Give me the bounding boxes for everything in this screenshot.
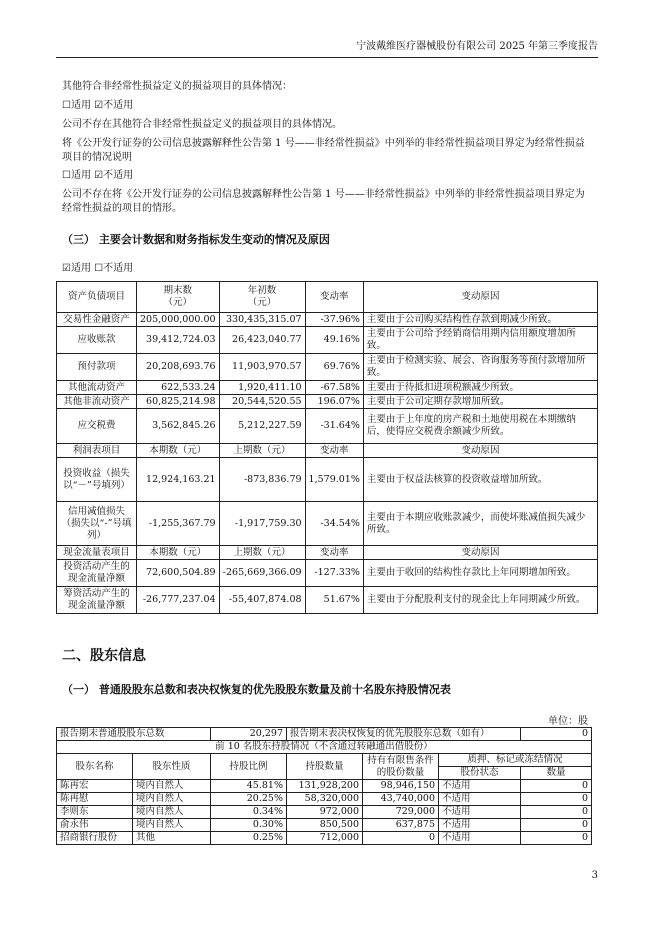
cell: 72,600,504.89 <box>137 560 220 587</box>
cell: 0 <box>521 832 592 845</box>
cell: 3,562,845.26 <box>137 409 220 444</box>
cell: 0 <box>521 793 592 806</box>
cell: 李则东 <box>57 806 133 819</box>
table-row <box>57 458 598 502</box>
cell: 205,000,000.00 <box>137 313 220 327</box>
table-row <box>57 381 598 395</box>
col-name: 股东名称 <box>57 754 133 780</box>
col-status: 股份状态 <box>439 767 521 780</box>
cell: 39,412,724.03 <box>137 327 220 354</box>
cell: 51.67% <box>305 587 363 614</box>
cell: 0 <box>521 806 592 819</box>
col-restricted: 持有有限售条件的股份数量 <box>363 754 439 780</box>
cell: 变动原因 <box>363 546 597 560</box>
cell: -127.33% <box>305 560 363 587</box>
applicable-option-2: ☐适用 ☑不适用 <box>62 170 134 181</box>
cell: -1,917,759.30 <box>219 502 305 546</box>
cell: 本期数（元） <box>137 444 220 458</box>
cell: 不适用 <box>439 832 521 845</box>
applicable-option-1: ☐适用 ☑不适用 <box>62 100 134 111</box>
cell: 69.76% <box>305 354 363 381</box>
cell: 1,920,411.10 <box>219 381 305 395</box>
header-end: 期末数 （元） <box>137 282 220 313</box>
table-subheader <box>57 444 598 458</box>
header-begin: 年初数 （元） <box>219 282 305 313</box>
table-row <box>57 780 592 793</box>
cell: 其他流动资产 <box>57 381 137 395</box>
cell: 330,435,315.07 <box>219 313 305 327</box>
cell: 上期数（元） <box>219 546 305 560</box>
cell: 43,740,000 <box>363 793 439 806</box>
cell: -67.58% <box>305 381 363 395</box>
table-row <box>57 587 598 614</box>
cell: -31.64% <box>305 409 363 444</box>
table-row <box>57 832 592 845</box>
cell: 712,000 <box>287 832 363 845</box>
cell: 45.81% <box>211 780 287 793</box>
col-qty: 持股数量 <box>287 754 363 780</box>
header-item: 资产负债项目 <box>57 282 137 313</box>
cell: 境内自然人 <box>133 793 211 806</box>
cell: 招商银行股份 <box>57 832 133 845</box>
cell: 637,875 <box>363 819 439 832</box>
cell: 58,320,000 <box>287 793 363 806</box>
cell: 上期数（元） <box>219 444 305 458</box>
cell: 主要由于权益法核算的投资收益增加所致。 <box>363 458 597 502</box>
cell: 变动率 <box>305 444 363 458</box>
total-label: 报告期末普通股股东总数 <box>57 728 211 741</box>
cell: 本期数（元） <box>137 546 220 560</box>
cell: 主要由于本期应收账款减少，而使坏账减值损失减少所致。 <box>363 502 597 546</box>
reclassification-text: 将《公开发行证券的公司信息披露解释性公告第 1 号——非经常性损益》中列举的非经常性损益项目界定为经常性损益项目的情况说明 <box>62 138 585 163</box>
cell: 主要由于待抵扣进项税额减少所致。 <box>363 381 597 395</box>
shareholders-table <box>56 727 592 845</box>
col-ratio: 持股比例 <box>211 754 287 780</box>
cell: 主要由于上年度的房产税和土地使用税在本期缴纳后，使得应交税费余额减少所致。 <box>363 409 597 444</box>
cell: 现金流量表项目 <box>57 546 137 560</box>
other-items-statement: 公司不存在其他符合非经常性损益定义的损益项目的具体情况。 <box>62 119 342 130</box>
cell: 投资收益（损失以“－”号填列） <box>57 458 137 502</box>
cell: -265,669,366.09 <box>219 560 305 587</box>
cell: 不适用 <box>439 819 521 832</box>
cell: -37.96% <box>305 313 363 327</box>
section3-title: （三） 主要会计数据和财务指标发生变动的情况及原因 <box>62 233 330 246</box>
cell: 196.07% <box>305 395 363 409</box>
cell: 0.34% <box>211 806 287 819</box>
cell: 陈再慰 <box>57 793 133 806</box>
header-reason: 变动原因 <box>363 282 597 313</box>
table-row <box>57 409 598 444</box>
unit-label: 单位：股 <box>548 716 588 727</box>
cell: 5,212,227.59 <box>219 409 305 444</box>
cell: 利润表项目 <box>57 444 137 458</box>
cell: 主要由于公司定期存款增加所致。 <box>363 395 597 409</box>
col-amount: 数量 <box>521 767 592 780</box>
cell: 20,544,520.55 <box>219 395 305 409</box>
cell: 变动率 <box>305 546 363 560</box>
cell: 60,825,214.98 <box>137 395 220 409</box>
cell: 0.30% <box>211 819 287 832</box>
cell: 49.16% <box>305 327 363 354</box>
cell: 境内自然人 <box>133 806 211 819</box>
cell: -873,836.79 <box>219 458 305 502</box>
shareholder-section-title: 二、股东信息 <box>62 648 146 664</box>
table-subheader <box>57 546 598 560</box>
cell: -34.54% <box>305 502 363 546</box>
cell: 变动原因 <box>363 444 597 458</box>
summary-row <box>57 728 592 741</box>
cell: 不适用 <box>439 806 521 819</box>
cell: 境内自然人 <box>133 780 211 793</box>
cell: 11,903,970.57 <box>219 354 305 381</box>
cell: 投资活动产生的现金流量净额 <box>57 560 137 587</box>
cell: 应收账款 <box>57 327 137 354</box>
cell: 其他 <box>133 832 211 845</box>
cell: -1,255,367.79 <box>137 502 220 546</box>
table-row <box>57 502 598 546</box>
table-row <box>57 395 598 409</box>
page-header: 宁波戴维医疗器械股份有限公司 2025 年第三季度报告 <box>56 40 598 58</box>
table-row <box>57 819 592 832</box>
cell: 境内自然人 <box>133 819 211 832</box>
top10-title: 前 10 名股东持股情况（不含通过转融通出借股份） <box>57 741 592 754</box>
cell: -55,407,874.08 <box>219 587 305 614</box>
section3-applicable-option: ☑适用 ☐不适用 <box>62 263 134 274</box>
header-rate: 变动率 <box>305 282 363 313</box>
table-row <box>57 327 598 354</box>
financial-changes-table <box>56 281 598 614</box>
cell: 972,000 <box>287 806 363 819</box>
cell: 俞永伟 <box>57 819 133 832</box>
cell: 20.25% <box>211 793 287 806</box>
table-row <box>57 560 598 587</box>
cell: 主要由于检测实验、展会、咨询服务等预付款增加所致。 <box>363 354 597 381</box>
cell: 26,423,040.77 <box>219 327 305 354</box>
cell: 850,500 <box>287 819 363 832</box>
cell: 主要由于分配股利支付的现金比上年同期减少所致。 <box>363 587 597 614</box>
cell: 主要由于公司给予经销商信用期内信用额度增加所致。 <box>363 327 597 354</box>
cell: 应交税费 <box>57 409 137 444</box>
pref-value: 0 <box>521 728 592 741</box>
total-value: 20,297 <box>211 728 287 741</box>
cell: 陈再宏 <box>57 780 133 793</box>
cell: 预付款项 <box>57 354 137 381</box>
other-items-text: 其他符合非经常性损益定义的损益项目的具体情况： <box>62 81 292 92</box>
cell: 主要由于收回的结构性存款比上年同期增加所致。 <box>363 560 597 587</box>
cell: 98,946,150 <box>363 780 439 793</box>
shareholder-subtitle: （一） 普通股股东总数和表决权恢复的优先股股东数量及前十名股东持股情况表 <box>62 683 451 696</box>
col-pledge: 质押、标记或冻结情况 <box>439 754 592 767</box>
cell: 0 <box>521 780 592 793</box>
cell: 729,000 <box>363 806 439 819</box>
table-row <box>57 354 598 381</box>
cell: 622,533.24 <box>137 381 220 395</box>
cell: 筹资活动产生的现金流量净额 <box>57 587 137 614</box>
cell: 20,208,693.76 <box>137 354 220 381</box>
cell: 其他非流动资产 <box>57 395 137 409</box>
cell: 信用减值损失（损失以“-”号填列） <box>57 502 137 546</box>
cell: 交易性金融资产 <box>57 313 137 327</box>
table-row <box>57 793 592 806</box>
table-row <box>57 313 598 327</box>
pref-label: 报告期末表决权恢复的优先股股东总数（如有） <box>287 728 521 741</box>
cell: 0 <box>363 832 439 845</box>
col-type: 股东性质 <box>133 754 211 780</box>
cell: -26,777,237.04 <box>137 587 220 614</box>
table-row <box>57 806 592 819</box>
cell: 131,928,200 <box>287 780 363 793</box>
cell: 0.25% <box>211 832 287 845</box>
cell: 12,924,163.21 <box>137 458 220 502</box>
cell: 不适用 <box>439 793 521 806</box>
reclassification-statement: 公司不存在将《公开发行证券的公司信息披露解释性公告第 1 号——非经常性损益》中列举的非经常性损益项目界定为经常性损益的项目的情形。 <box>62 189 585 214</box>
cell: 不适用 <box>439 780 521 793</box>
page-number: 3 <box>591 870 598 881</box>
cell: 0 <box>521 819 592 832</box>
cell: 主要由于公司购买结构性存款到期减少所致。 <box>363 313 597 327</box>
cell: 1,579.01% <box>305 458 363 502</box>
